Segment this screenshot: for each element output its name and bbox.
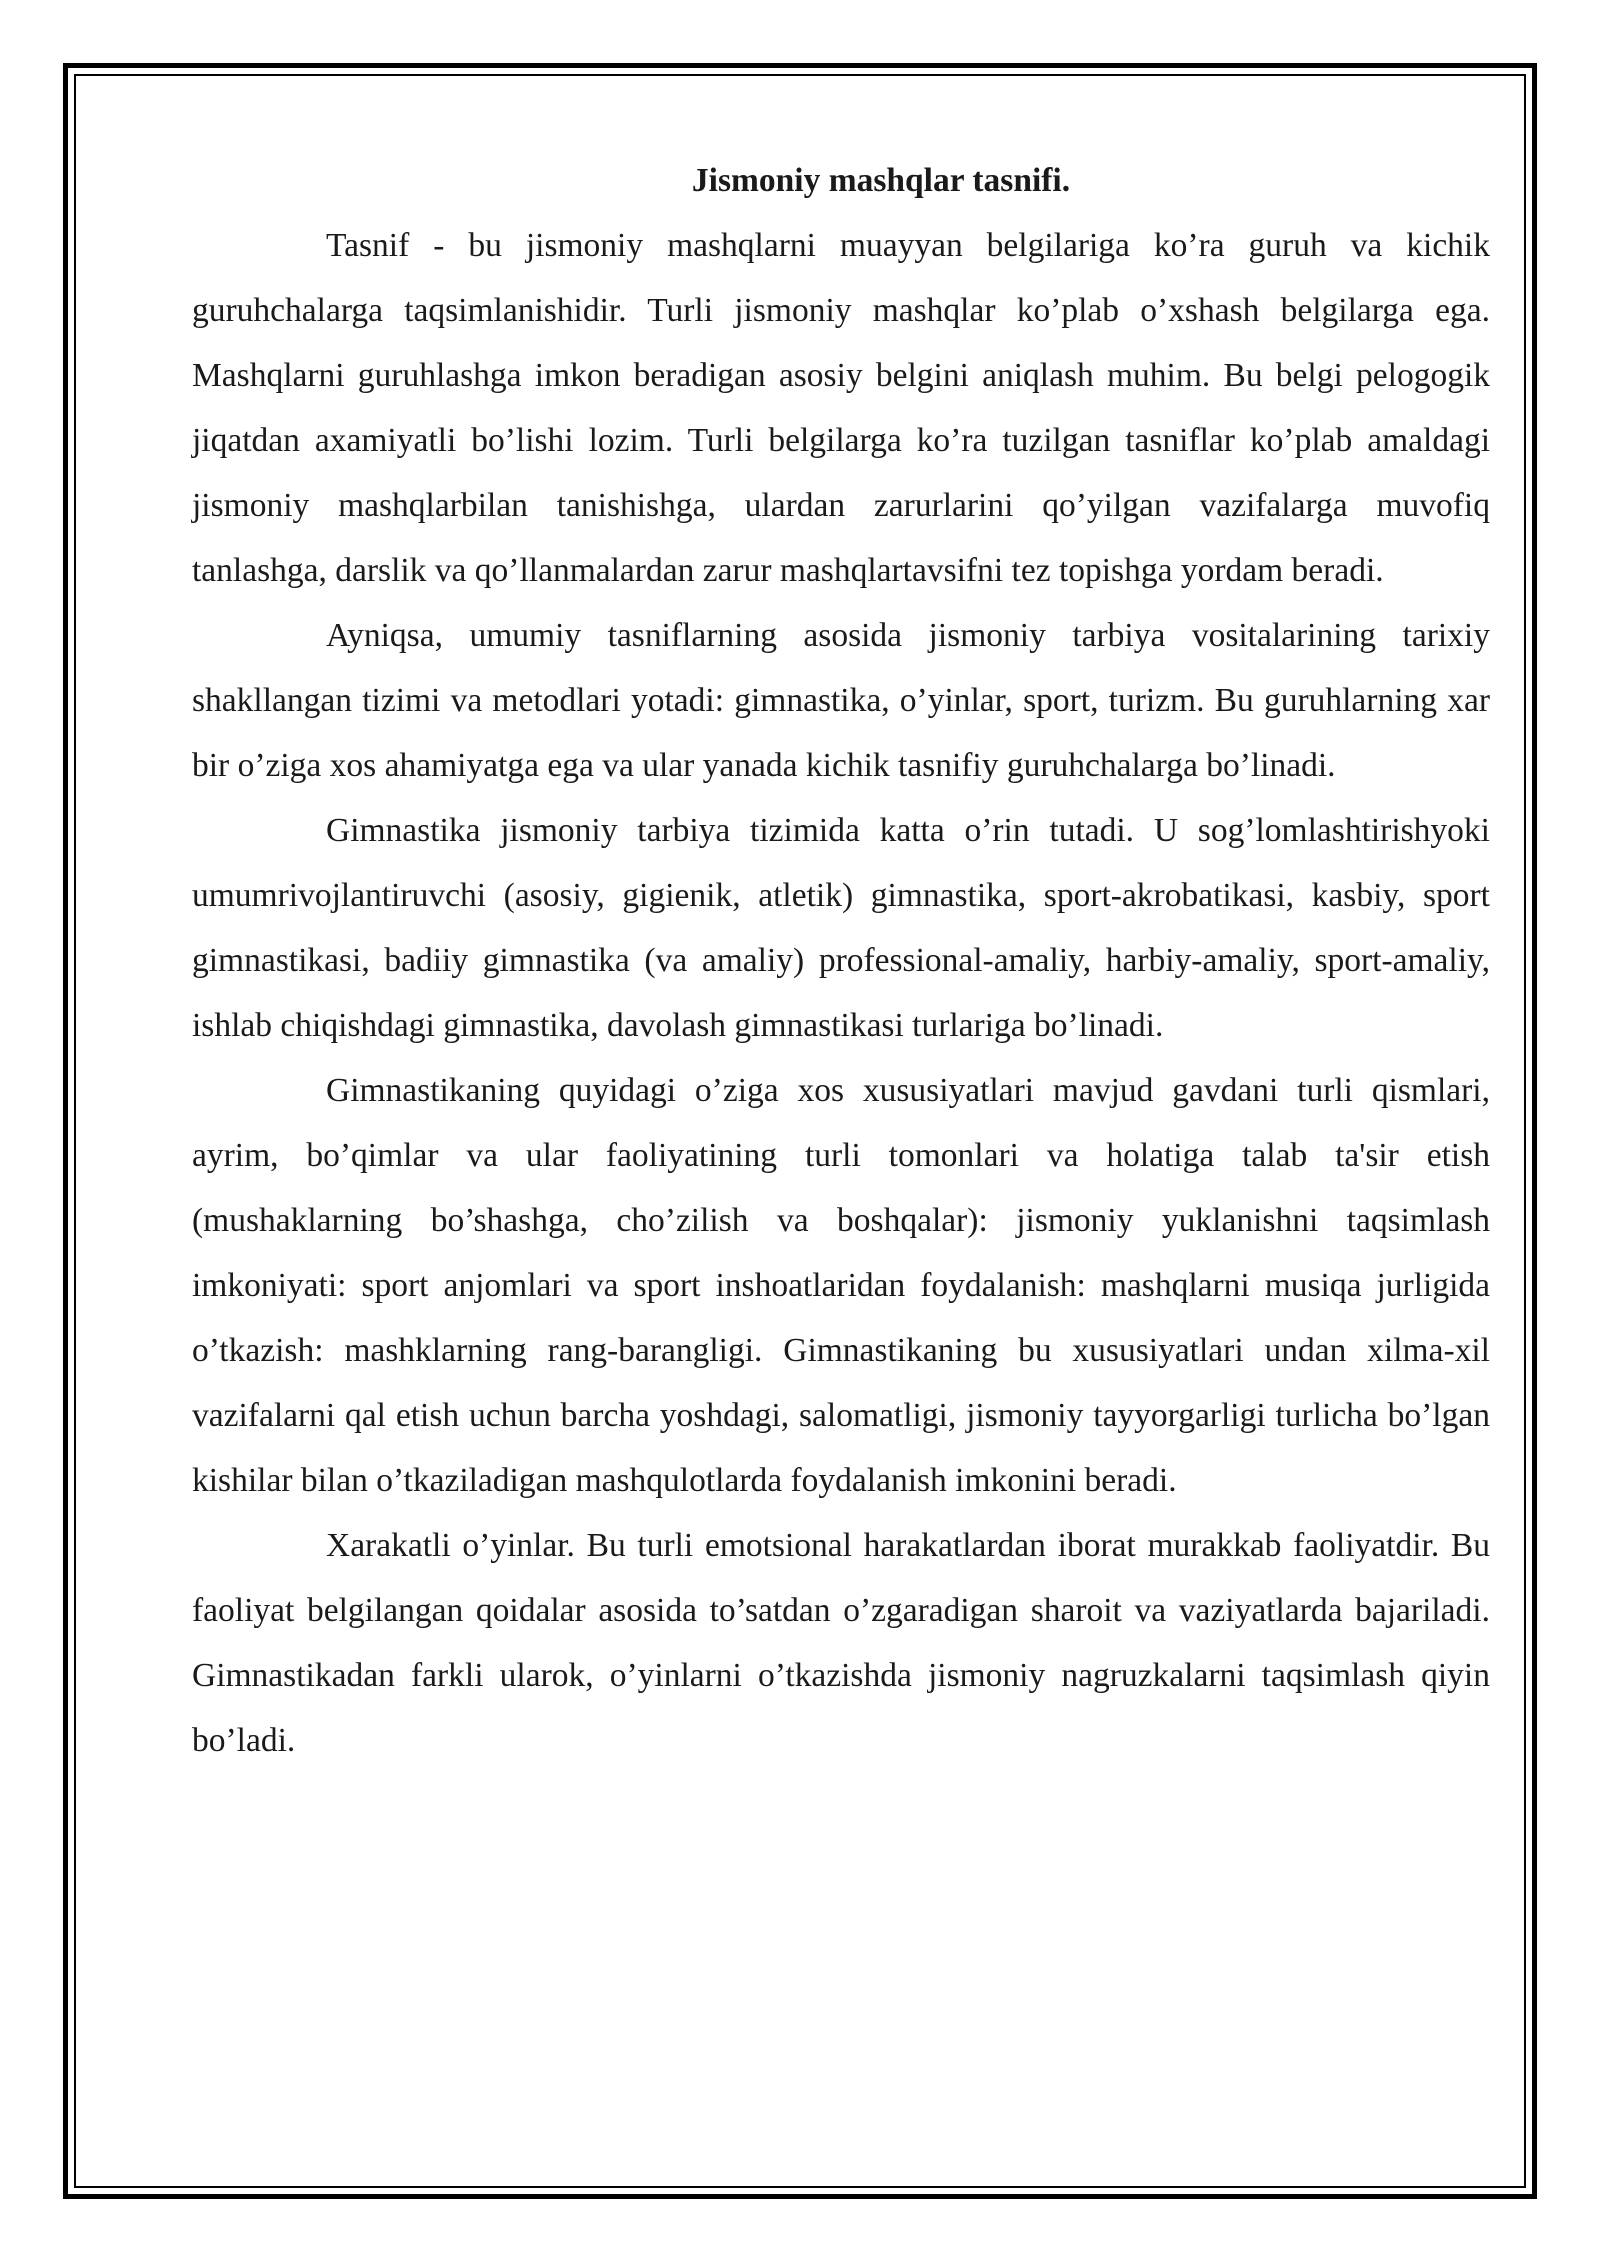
paragraph-2: Ayniqsa, umumiy tasniflarning asosida jismoniy tarbiya vositalarining tarixiy shakllangan tizimi va metodlari yotadi: gimnastika, o’yinlar, sport, turizm. Bu guruhlarning xar bir o’ziga xos ahamiyatga ega va ular yanada kichik tasnifiy guruhchalarga bo’linadi. [192,617,1490,784]
document-title: Jismoniy mashqlar tasnifi. [691,162,1071,199]
paragraph-3: Gimnastika jismoniy tarbiya tizimida katta o’rin tutadi. U sog’lomlashtirishyoki umumrivojlantiruvchi (asosiy, gigienik, atletik) gimnastika, sport-akrobatikasi, kasbiy, sport gimnastikasi, badiiy gimnastika (va amaliy) professional-amaliy, harbiy-amaliy, sport-amaliy, ishlab chiqishdagi gimnastika, davolash gimnastikasi turlariga bo’linadi. [192,812,1490,1044]
paragraph-5: Xarakatli o’yinlar. Bu turli emotsional harakatlardan iborat murakkab faoliyatdir. Bu faoliyat belgilangan qoidalar asosida to’satdan o’zgaradigan sharoit va vaziyatlarda bajariladi. Gimnastikadan farkli ularok, o’yinlarni o’tkazishda jismoniy nagruzkalarni taqsimlash qiyin bo’ladi. [192,1527,1490,1759]
paragraph-4: Gimnastikaning quyidagi o’ziga xos xususiyatlari mavjud gavdani turli qismlari, ayrim, bo’qimlar va ular faoliyatining turli tomonlari va holatiga talab ta'sir etish (mushaklarning bo’shashga, cho’zilish va boshqalar): jismoniy yuklanishni taqsimlash imkoniyati: sport anjomlari va sport inshoatlaridan foydalanish: mashqlarni musiqa jurligida o’tkazish: mashklarning rang-barangligi. Gimnastikaning bu xususiyatlari undan xilma-xil vazifalarni qal etish uchun barcha yoshdagi, salomatligi, jismoniy tayyorgarligi turlicha bo’lgan kishilar bilan o’tkaziladigan mashqulotlarda foydalanish imkonini beradi. [192,1072,1490,1499]
paragraph-1: Tasnif - bu jismoniy mashqlarni muayyan belgilariga ko’ra guruh va kichik guruhchalarga taqsimlanishidir. Turli jismoniy mashqlar ko’plab o’xshash belgilarga ega. Mashqlarni guruhlashga imkon beradigan asosiy belgini aniqlash muhim. Bu belgi pelogogik jiqatdan axamiyatli bo’lishi lozim. Turli belgilarga ko’ra tuzilgan tasniflar ko’plab amaldagi jismoniy mashqlarbilan tanishishga, ulardan zarurlarini qo’yilgan vazifalarga muvofiq tanlashga, darslik va qo’llanmalardan zarur mashqlartavsifni tez topishga yordam beradi. [192,227,1490,589]
document-body [192,148,1490,1773]
